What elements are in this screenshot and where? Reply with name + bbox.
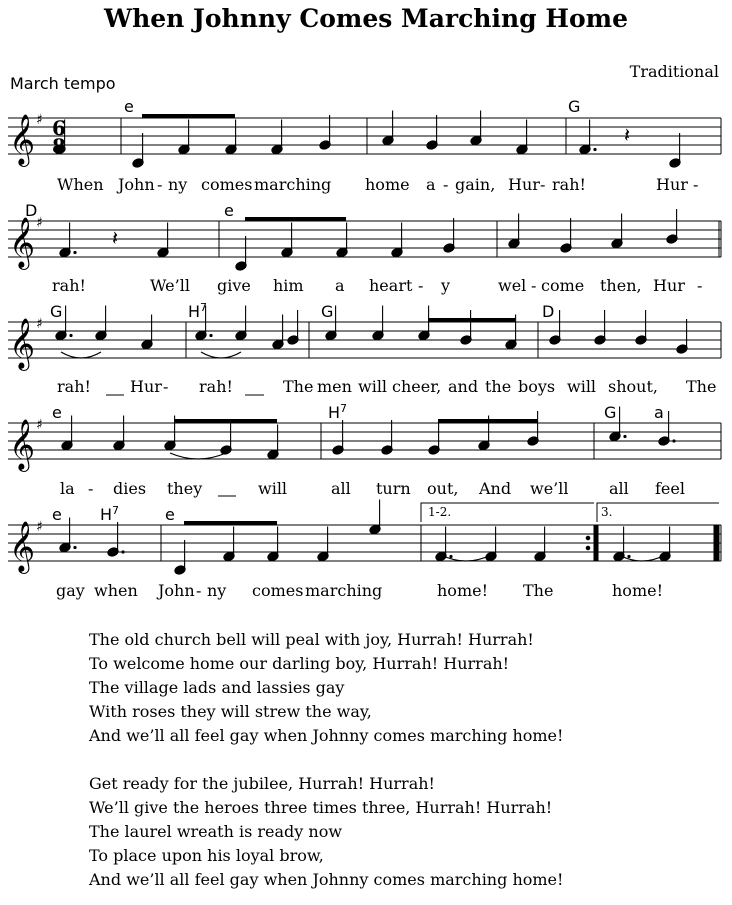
lyric-syllable: Hur <box>656 175 688 194</box>
lyric-syllable: rah! <box>57 377 91 396</box>
lyric-syllable: will <box>258 479 288 498</box>
lyric-syllable: all <box>609 479 629 498</box>
augmentation-dot <box>672 439 675 442</box>
volta-label: 3. <box>601 505 613 519</box>
lyric-hyphen: - <box>693 175 699 194</box>
verse-1 <box>89 628 563 748</box>
treble-clef: 𝄞 <box>9 217 36 268</box>
final-barline <box>714 525 719 561</box>
tie <box>170 453 226 459</box>
augmentation-dot <box>593 148 596 151</box>
chord-symbol: G <box>321 302 334 321</box>
chord-symbol: e <box>165 505 175 524</box>
lyric-syllable: then, <box>600 276 642 295</box>
beam <box>428 318 515 322</box>
chord-symbol: D <box>25 201 38 220</box>
verse-line: To place upon his loyal brow, <box>89 846 324 865</box>
tempo-marking: March tempo <box>10 74 116 93</box>
key-signatures <box>36 112 43 535</box>
chord-symbol: a <box>654 403 664 422</box>
chord-symbol: $H^7$ <box>328 402 348 422</box>
time-signature-numerator: 6 <box>52 116 66 140</box>
lyric-syllable: a <box>335 276 345 295</box>
lyric-syllable: John <box>118 175 155 194</box>
treble-clef: 𝄞 <box>9 114 36 165</box>
lyric-syllable: a <box>426 175 436 194</box>
verse-line: And we’ll all feel gay when Johnny comes marching home! <box>89 870 564 889</box>
beam <box>174 419 277 423</box>
lyric-syllable: gay <box>56 581 85 600</box>
time-signature-denominator: 8 <box>52 134 66 158</box>
lyric-syllable: the <box>485 377 512 396</box>
lyric-syllable: We’ll <box>150 276 190 295</box>
clefs <box>9 114 38 574</box>
verse-line: We’ll give the heroes three times three, Hurrah! Hurrah! <box>89 798 553 817</box>
tie <box>619 555 665 561</box>
chord-symbol: e <box>52 403 62 422</box>
composer-credit: Traditional <box>629 62 719 81</box>
chord-symbol: e <box>224 201 234 220</box>
lyric-hyphen: - <box>196 581 202 600</box>
chord-symbol: G <box>50 302 63 321</box>
lyric-syllable: feel <box>655 479 685 498</box>
augmentation-dot <box>121 550 124 553</box>
verse-2 <box>89 772 563 892</box>
augmentation-dot <box>73 251 76 254</box>
chord-symbol: G <box>604 403 617 422</box>
lyric-syllable: all <box>331 479 351 498</box>
song-title: When Johnny Comes Marching Home <box>104 4 628 33</box>
lyric-syllable: cheer, <box>392 377 442 396</box>
verse-line: Get ready for the jubilee, Hurrah! Hurrah! <box>89 774 435 793</box>
lyric-hyphen: - <box>88 479 94 498</box>
volta-label: 1-2. <box>428 505 452 519</box>
repeat-barline <box>594 525 598 561</box>
lyric-syllable: men <box>317 377 352 396</box>
lyric-syllable: will <box>567 377 597 396</box>
key-signature-sharp: ♯ <box>36 112 43 128</box>
lyric-syllable: him <box>273 276 304 295</box>
lyric-syllable: dies <box>113 479 147 498</box>
lyric-hyphen: - <box>443 175 449 194</box>
lyric-syllable: Hur <box>130 377 162 396</box>
lyric-syllable: and <box>448 377 479 396</box>
key-signature-sharp: ♯ <box>36 519 43 535</box>
lyric-hyphen: - <box>157 175 163 194</box>
lyric-hyphen: - <box>163 377 169 396</box>
lyric-syllable: The <box>523 581 554 600</box>
lyric-syllable: will <box>358 377 388 396</box>
augmentation-dot <box>209 334 212 337</box>
lyric-hyphen: - <box>697 276 703 295</box>
lyric-syllable: home! <box>612 581 664 600</box>
repeat-dot <box>586 546 590 550</box>
lyric-syllable: home <box>365 175 410 194</box>
verse-line: The laurel wreath is ready now <box>89 822 343 841</box>
lyric-syllable: rah! <box>552 175 586 194</box>
lyric-syllable: heart <box>369 276 413 295</box>
lyric-syllable: la <box>60 479 75 498</box>
beam <box>142 114 235 118</box>
treble-clef: 𝄞 <box>9 318 36 369</box>
chord-symbol: $H^7$ <box>188 301 208 321</box>
lyric-syllable: rah! <box>199 377 233 396</box>
verse-line: And we’ll all feel gay when Johnny comes marching home! <box>89 726 564 745</box>
augmentation-dot <box>627 555 630 558</box>
lyric-syllable: comes <box>252 581 304 600</box>
lyric-syllable: shout, <box>608 377 658 396</box>
lyric-syllable: turn <box>376 479 411 498</box>
verse-line: With roses they will strew the way, <box>89 702 372 721</box>
lyric-hyphen: - <box>531 276 537 295</box>
tie <box>201 352 241 358</box>
beam <box>245 217 346 221</box>
lyric-syllable: we’ll <box>530 479 569 498</box>
augmentation-dot <box>73 546 76 549</box>
lyric-syllable: Hur <box>508 175 540 194</box>
key-signature-sharp: ♯ <box>36 215 43 231</box>
lyric-syllable: they <box>167 479 203 498</box>
key-signature-sharp: ♯ <box>36 417 43 433</box>
augmentation-dot <box>623 435 626 438</box>
verse-line: To welcome home our darling boy, Hurrah! Hurrah! <box>89 654 510 673</box>
lyric-syllable: marching <box>254 175 332 194</box>
chord-symbol: $H^7$ <box>100 504 120 524</box>
lyric-syllable: The <box>686 377 717 396</box>
repeat-dot <box>586 536 590 540</box>
quarter-rest: 𝄽 <box>624 123 631 147</box>
chord-symbol: G <box>568 97 581 116</box>
lyric-syllable: boys <box>518 377 556 396</box>
augmentation-dot <box>69 334 72 337</box>
tie <box>441 555 491 561</box>
lyric-syllable: And <box>479 479 512 498</box>
lyric-hyphen: - <box>418 276 424 295</box>
key-signature-sharp: ♯ <box>36 316 43 332</box>
lyric-syllable: gain, <box>455 175 496 194</box>
lyric-syllable: when <box>94 581 138 600</box>
lyric-syllable: home! <box>437 581 489 600</box>
lyric-syllable: The <box>283 377 314 396</box>
lyric-syllable: wel <box>498 276 527 295</box>
treble-clef: 𝄞 <box>9 419 36 470</box>
lyric-syllable: Hur <box>653 276 685 295</box>
lyric-syllable: When <box>57 175 104 194</box>
lyric-syllable: ny <box>207 581 227 600</box>
verse-line: The old church bell will peal with joy, Hurrah! Hurrah! <box>89 630 534 649</box>
lyric-syllable: marching <box>305 581 383 600</box>
volta-bracket <box>597 503 719 522</box>
lyric-hyphen: - <box>540 175 546 194</box>
tie <box>61 352 101 358</box>
chord-symbol: e <box>52 505 62 524</box>
lyric-syllable: give <box>217 276 251 295</box>
lyric-syllable: out, <box>427 479 459 498</box>
lyric-syllable: ny <box>168 175 188 194</box>
lyric-syllable: rah! <box>52 276 86 295</box>
lyric-syllable: y <box>441 276 451 295</box>
lyric-syllable: come <box>541 276 585 295</box>
beam <box>438 419 537 423</box>
augmentation-dot <box>449 555 452 558</box>
verse-line: The village lads and lassies gay <box>89 678 345 697</box>
chord-symbol: e <box>124 97 134 116</box>
treble-clef: 𝄞 <box>9 521 36 572</box>
beam <box>184 521 277 525</box>
lyric-syllable: John <box>158 581 195 600</box>
quarter-rest: 𝄽 <box>112 226 119 250</box>
chord-symbol: D <box>542 302 555 321</box>
lyric-syllable: comes <box>201 175 253 194</box>
